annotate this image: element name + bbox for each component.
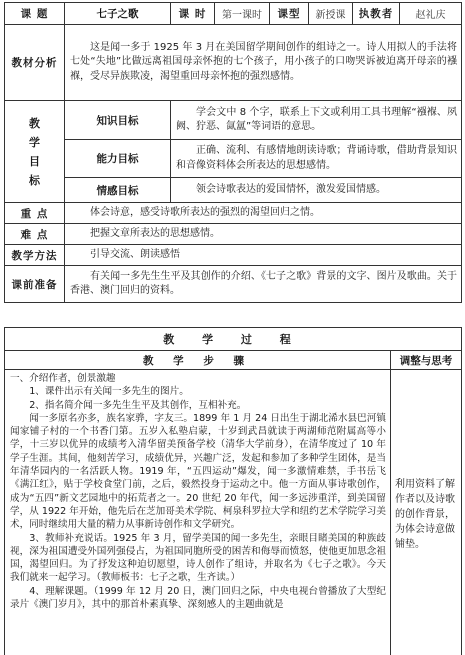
header-row — [5, 3, 462, 25]
process-header-row — [5, 351, 462, 370]
goal-row-emotion — [5, 178, 462, 203]
knowledge-goal-text: 学会文中 8 个字，联系上下文或利用工具书理解“襁褓、夙阙、狞恶、氤氲”等词语的意思。 — [171, 101, 462, 140]
goals-label-char: 目 — [29, 154, 40, 168]
period-label: 课 时 — [171, 3, 215, 25]
method-text: 引导交流、朗读感悟 — [65, 245, 462, 266]
steps-content — [5, 370, 391, 655]
period-value: 第一课时 — [215, 3, 270, 25]
goals-label — [5, 101, 65, 203]
process-title-row — [5, 328, 462, 351]
preparation-text: 有关闻一多先生生平及其创作的介绍、《七子之歌》背景的文字、图片及歌曲。关于香港、澳门回归的资料。 — [65, 266, 462, 303]
ability-goal-label: 能力目标 — [65, 140, 171, 178]
method-row — [5, 245, 462, 266]
material-text: 这是闻一多于 1925 年 3 月在美国留学期间创作的组诗之一。诗人用拟人的手法将七处“失地”比做远离祖国母亲怀抱的七个孩子，用小孩子的口吻哭诉被迫离开母亲的襁褓，受尽异族欺凌，渴望重回母亲怀抱的强烈感情。 — [65, 25, 462, 101]
step-paragraph: 1、课件出示有关闻一多先生的图片。 — [29, 386, 189, 398]
key-point-row — [5, 203, 462, 224]
teacher-value: 赵礼庆 — [400, 3, 462, 25]
difficulty-label: 难 点 — [5, 224, 65, 245]
key-point-label: 重 点 — [5, 203, 65, 224]
step-paragraph: 3、教师补充说话。1925 年 3 月，留学美国的闻一多先生，亲眼目睹美国的种族歧视，深为祖国遭受外国列强侵占，为祖国同胞所受的困苦和侮辱而愤怒，使他更加思念祖国，渴望回归。为了抒发这种迫切愿望，诗人创作了组诗，并取名为《七子之歌》。今天我们就来一起学习。（教师板书：七子之歌，生齐读。） — [10, 532, 386, 584]
material-label: 教材分析 — [5, 25, 65, 101]
adjust-header: 调整与思考 — [391, 351, 462, 370]
type-label: 课型 — [270, 3, 309, 25]
emotion-goal-text: 领会诗歌表达的爱国情怀，激发爱国情感。 — [171, 178, 462, 203]
steps-header: 教 学 步 骤 — [5, 351, 391, 370]
goal-row-knowledge — [5, 101, 462, 140]
knowledge-goal-label: 知识目标 — [65, 101, 171, 140]
process-body-row — [5, 370, 462, 655]
difficulty-text: 把握文章所表达的思想感情。 — [65, 224, 462, 245]
topic-label: 课 题 — [5, 3, 65, 25]
ability-goal-text: 正确、流利、有感情地朗读诗歌；背诵诗歌，借助背景知识和音像资料体会所表达的思想感情。 — [171, 140, 462, 178]
emotion-goal-label: 情感目标 — [65, 178, 171, 203]
difficulty-row — [5, 224, 462, 245]
step-paragraph: 4、理解课题。（1999 年 12 月 20 日，澳门回归之际，中央电视台曾播放了大型纪录片《澳门岁月》，其中的那首朴素真挚、深刻感人的主题曲就是 — [10, 585, 386, 611]
topic-value: 七子之歌 — [65, 3, 171, 25]
key-point-text: 体会诗意，感受诗歌所表达的强烈的渴望回归之情。 — [65, 203, 462, 224]
type-value: 新授课 — [309, 3, 353, 25]
step-paragraph: 一、介绍作者，创景激趣 — [10, 373, 116, 384]
teaching-process-table — [4, 327, 462, 655]
material-row — [5, 25, 462, 101]
step-paragraph: 闻一多原名亦多，族名家骅，字友三。1899 年 1 月 24 日出生于湖北浠水县巴河镇闻家铺子村的一个书香门第。五岁入私塾启蒙，十岁到武昌就读于两湖师范附属高等小学，十三岁以优异的成绩考入清华留美预备学校（清华大学前身），在清华度过了 10 年学子生涯。其间，他刻苦学习，成绩优异，兴趣广泛，发起和参加了多种学生团体，是当年清华园内的一名活跃人物。1919 年，“五四运动”爆发，闻一多激情难禁，手书岳飞《满江红》，贴于学校食堂门前，之后，毅然投身于运动之中。他一方面从事诗歌创作，成为“五四”新文艺园地中的拓荒者之一。20 世纪 20 年代，闻一多远涉重洋，到美国留学，从 1922 年开始，他先后在芝加哥美术学院、柯泉科罗拉大学和纽约艺术学院学习美术，同时继续用大量的精力从事新诗创作和文学研究。 — [10, 412, 386, 531]
goals-label-char: 教 — [29, 116, 40, 130]
process-title: 教 学 过 程 — [5, 328, 462, 351]
goals-label-char: 标 — [29, 173, 40, 187]
teacher-label: 执教者 — [353, 3, 400, 25]
method-label: 教学方法 — [5, 245, 65, 266]
goal-row-ability — [5, 140, 462, 178]
adjust-note: 利用资料了解作者以及诗歌的创作背景，为体会诗意做铺垫。 — [391, 370, 462, 655]
step-paragraph: 2、指名简介闻一多先生生平及其创作，互相补充。 — [29, 399, 247, 411]
preparation-label: 课前准备 — [5, 266, 65, 303]
preparation-row — [5, 266, 462, 303]
lesson-info-table — [4, 2, 462, 303]
goals-label-char: 学 — [29, 135, 40, 149]
